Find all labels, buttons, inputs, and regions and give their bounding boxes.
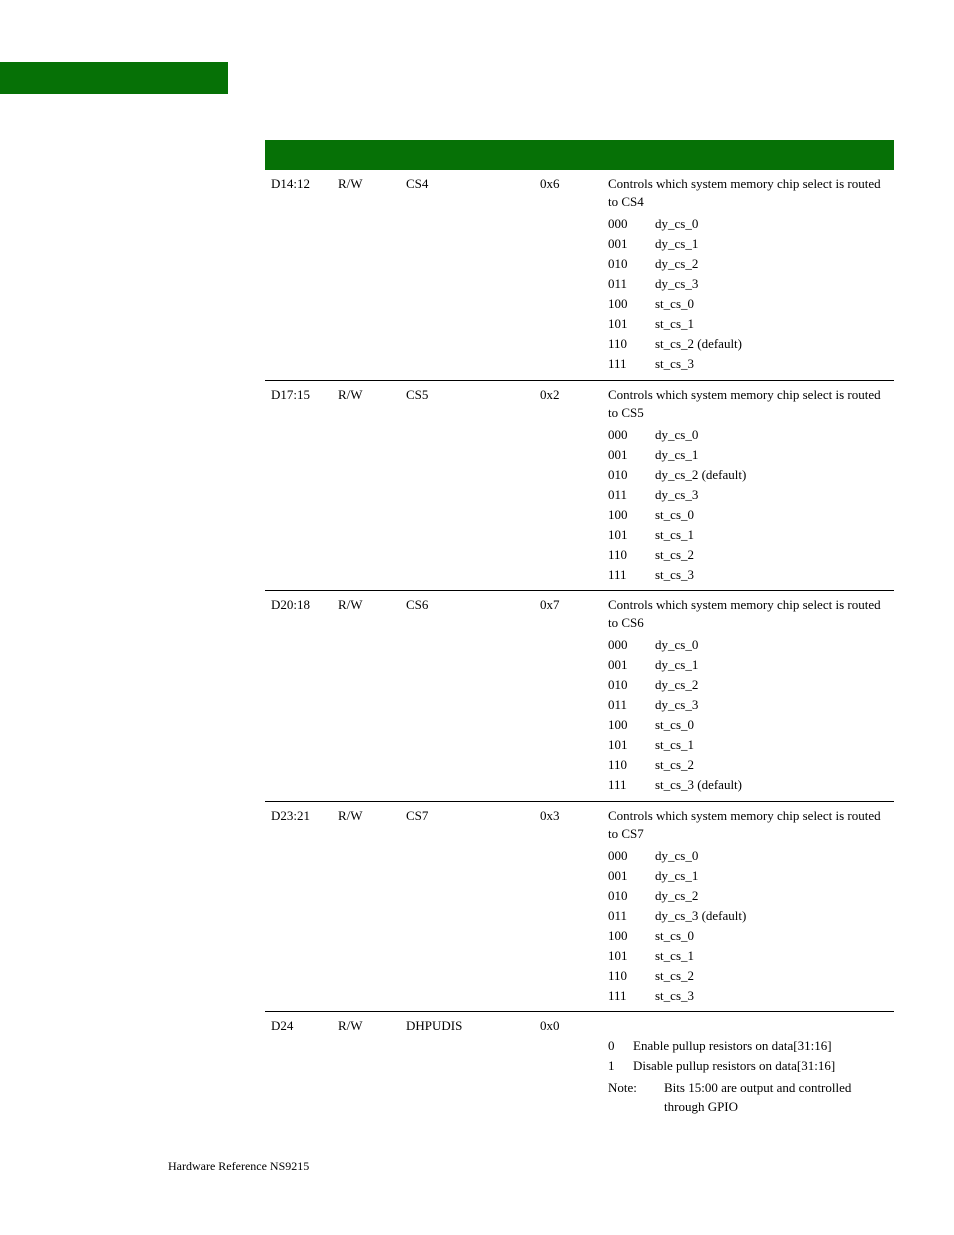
option-label: st_cs_0 (655, 928, 694, 943)
option-code: 011 (608, 908, 628, 923)
option-label: dy_cs_3 (655, 276, 699, 291)
option-label: st_cs_1 (655, 737, 694, 752)
option-item (608, 675, 888, 695)
option-item (608, 354, 888, 374)
option-item (608, 525, 888, 545)
table-row (265, 381, 894, 591)
description-text: Controls which system memory chip select is routed to CS5 (608, 387, 881, 420)
option-label: dy_cs_1 (655, 868, 699, 883)
option-label: st_cs_3 (655, 988, 694, 1003)
option-item (608, 485, 888, 505)
access-cell: R/W (338, 176, 363, 191)
option-item (608, 1056, 888, 1076)
option-label: st_cs_1 (655, 316, 694, 331)
table-header-bar (265, 140, 894, 170)
option-label: dy_cs_2 (default) (655, 467, 747, 482)
option-label: st_cs_2 (default) (655, 336, 743, 351)
option-item (608, 254, 888, 274)
reset-cell: 0x0 (540, 1018, 560, 1033)
option-code: 000 (608, 427, 628, 442)
reset-cell: 0x6 (540, 176, 560, 191)
option-code: 101 (608, 316, 628, 331)
access-cell: R/W (338, 1018, 363, 1033)
mnemonic-cell: CS7 (406, 808, 429, 823)
option-code: 001 (608, 868, 628, 883)
description-text: Controls which system memory chip select is routed to CS7 (608, 808, 881, 841)
option-code: 111 (608, 777, 627, 792)
option-code: 010 (608, 677, 628, 692)
option-item (608, 274, 888, 294)
option-item (608, 334, 888, 354)
option-code: 111 (608, 988, 627, 1003)
register-table (265, 170, 894, 1122)
option-code: 100 (608, 507, 628, 522)
option-label: dy_cs_1 (655, 447, 699, 462)
description-cell (608, 807, 888, 1006)
access-cell: R/W (338, 387, 363, 402)
option-label: dy_cs_2 (655, 256, 699, 271)
page-footer: Hardware Reference NS9215 (168, 1159, 310, 1173)
option-item (608, 505, 888, 525)
option-item (608, 465, 888, 485)
option-code: 001 (608, 447, 628, 462)
option-code: 011 (608, 697, 628, 712)
mnemonic-cell: CS6 (406, 597, 429, 612)
option-code: 011 (608, 487, 628, 502)
option-code: 110 (608, 547, 628, 562)
option-label: st_cs_0 (655, 717, 694, 732)
option-code: 110 (608, 757, 628, 772)
option-code: 100 (608, 928, 628, 943)
option-label: Disable pullup resistors on data[31:16] (633, 1058, 836, 1073)
option-item (608, 214, 888, 234)
description-cell (608, 1036, 888, 1116)
option-code: 111 (608, 356, 627, 371)
option-item (608, 906, 888, 926)
option-item (608, 866, 888, 886)
option-label: dy_cs_3 (655, 697, 699, 712)
option-label: st_cs_2 (655, 968, 694, 983)
option-label: dy_cs_3 (655, 487, 699, 502)
option-item (608, 695, 888, 715)
mnemonic-cell: CS5 (406, 387, 429, 402)
option-item (608, 445, 888, 465)
option-label: dy_cs_0 (655, 848, 699, 863)
option-code: 001 (608, 657, 628, 672)
note-label: Note: (608, 1080, 637, 1095)
option-label: dy_cs_0 (655, 216, 699, 231)
access-cell: R/W (338, 597, 363, 612)
table-row (265, 170, 894, 381)
option-item (608, 886, 888, 906)
option-item (608, 715, 888, 735)
option-item (608, 565, 888, 585)
option-label: dy_cs_0 (655, 427, 699, 442)
option-code: 110 (608, 968, 628, 983)
option-label: Enable pullup resistors on data[31:16] (633, 1038, 832, 1053)
option-code: 101 (608, 737, 628, 752)
option-item (608, 655, 888, 675)
option-label: st_cs_0 (655, 296, 694, 311)
bits-cell: D17:15 (271, 387, 310, 402)
bits-cell: D20:18 (271, 597, 310, 612)
option-item (608, 986, 888, 1006)
option-code: 010 (608, 467, 628, 482)
option-item (608, 545, 888, 565)
option-item (608, 846, 888, 866)
option-item (608, 755, 888, 775)
reset-cell: 0x2 (540, 387, 560, 402)
option-code: 100 (608, 717, 628, 732)
description-text: Controls which system memory chip select is routed to CS4 (608, 176, 881, 209)
table-row (265, 1012, 894, 1122)
option-code: 010 (608, 888, 628, 903)
mnemonic-cell: CS4 (406, 176, 429, 191)
note (608, 1078, 888, 1116)
option-item (608, 735, 888, 755)
option-label: dy_cs_2 (655, 888, 699, 903)
option-code: 111 (608, 567, 627, 582)
mnemonic-cell: DHPUDIS (406, 1018, 463, 1033)
table-row (265, 802, 894, 1012)
option-label: st_cs_2 (655, 547, 694, 562)
bits-cell: D23:21 (271, 808, 310, 823)
option-item (608, 294, 888, 314)
option-label: st_cs_0 (655, 507, 694, 522)
option-code: 010 (608, 256, 628, 271)
reset-cell: 0x7 (540, 597, 560, 612)
bits-cell: D24 (271, 1018, 294, 1033)
note-text: Bits 15:00 are output and controlled through GPIO (664, 1080, 852, 1114)
option-label: st_cs_1 (655, 527, 694, 542)
option-label: dy_cs_0 (655, 637, 699, 652)
option-item (608, 234, 888, 254)
option-code: 011 (608, 276, 628, 291)
option-code: 001 (608, 236, 628, 251)
option-item (608, 425, 888, 445)
option-item (608, 314, 888, 334)
option-item (608, 635, 888, 655)
option-label: st_cs_2 (655, 757, 694, 772)
option-code: 110 (608, 336, 628, 351)
option-code: 100 (608, 296, 628, 311)
description-cell (608, 386, 888, 585)
table-row (265, 591, 894, 802)
option-item (608, 1036, 888, 1056)
option-item (608, 946, 888, 966)
option-label: dy_cs_3 (default) (655, 908, 747, 923)
access-cell: R/W (338, 808, 363, 823)
option-code: 0 (608, 1038, 615, 1053)
option-label: dy_cs_1 (655, 236, 699, 251)
option-label: st_cs_3 (default) (655, 777, 743, 792)
option-code: 1 (608, 1058, 615, 1073)
option-label: st_cs_3 (655, 567, 694, 582)
option-code: 000 (608, 216, 628, 231)
option-item (608, 775, 888, 795)
option-label: dy_cs_2 (655, 677, 699, 692)
reset-cell: 0x3 (540, 808, 560, 823)
bits-cell: D14:12 (271, 176, 310, 191)
option-code: 101 (608, 948, 628, 963)
option-item (608, 926, 888, 946)
description-cell (608, 175, 888, 374)
option-label: st_cs_1 (655, 948, 694, 963)
description-cell (608, 596, 888, 795)
option-code: 000 (608, 848, 628, 863)
option-code: 101 (608, 527, 628, 542)
option-item (608, 966, 888, 986)
chapter-tab-bar (0, 62, 228, 94)
option-label: dy_cs_1 (655, 657, 699, 672)
option-label: st_cs_3 (655, 356, 694, 371)
description-text: Controls which system memory chip select is routed to CS6 (608, 597, 881, 630)
option-code: 000 (608, 637, 628, 652)
